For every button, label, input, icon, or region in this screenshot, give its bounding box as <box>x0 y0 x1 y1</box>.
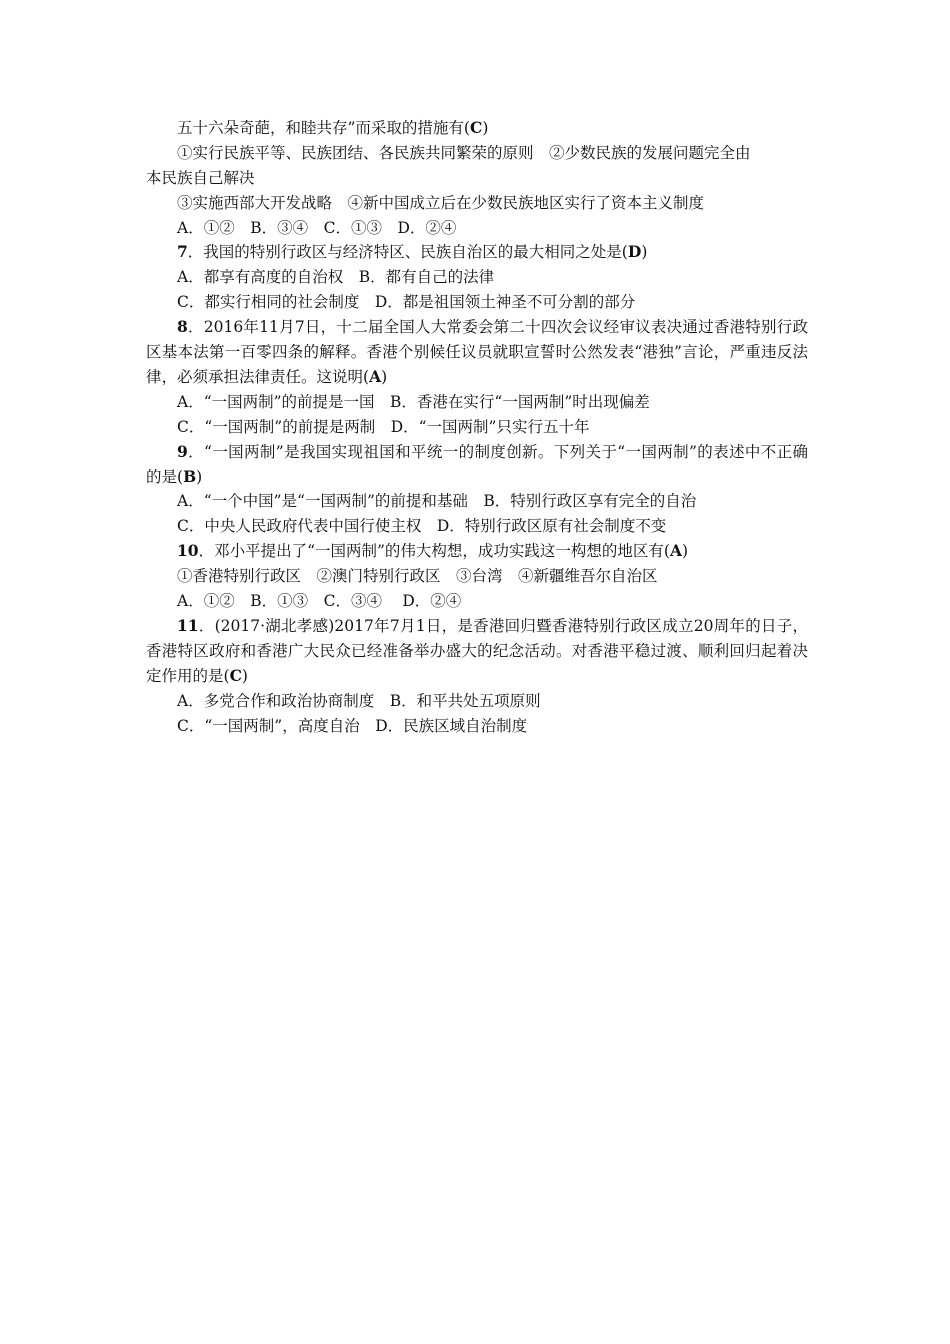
q7-choices-cd: C．都实行相同的社会制度 D．都是祖国领土神圣不可分割的部分 <box>177 293 636 312</box>
q7-close: ) <box>641 243 648 262</box>
q6-stem-text: 五十六朵奇葩，和睦共存”而采取的措施有( <box>177 119 470 137</box>
q10-stem-text: ．邓小平提出了“一国两制”的伟大构想，成功实践这一构想的地区有( <box>198 542 670 561</box>
q11-answer: C <box>229 665 242 685</box>
q9-close: ) <box>196 467 203 486</box>
q7-stem-text: ．我国的特别行政区与经济特区、民族自治区的最大相同之处是( <box>187 243 628 262</box>
q11-choices-ab: A．多党合作和政治协商制度 B．和平共处五项原则 <box>177 691 541 710</box>
q10-stem <box>146 539 808 564</box>
q6-option-line-3: ③实施西部大开发战略 ④新中国成立后在少数民族地区实行了资本主义制度 <box>177 193 705 212</box>
q10-close: ) <box>682 542 689 561</box>
q6-stem <box>146 116 808 141</box>
q10-choices: A．①② B．①③ C．③④ D．②④ <box>177 592 462 610</box>
q6-option-line-1: ①实行民族平等、民族团结、各民族共同繁荣的原则 ②少数民族的发展问题完全由 <box>177 143 751 162</box>
q9-answer: B <box>183 466 197 486</box>
q10-answer: A <box>669 541 683 561</box>
q6-close: ) <box>482 119 489 137</box>
q8-choices-cd: C．“一国两制”的前提是两制 D．“一国两制”只实行五十年 <box>177 417 590 436</box>
q9-stem-text: ．“一国两制”是我国实现祖国和平统一的制度创新。下列关于“一国两制”的表述中不正确的是( <box>146 442 808 486</box>
q9-choices-cd: C．中央人民政府代表中国行使主权 D．特别行政区原有社会制度不变 <box>177 517 667 536</box>
q11-choices-cd: C．“一国两制”，高度自治 D．民族区域自治制度 <box>177 716 528 735</box>
q7-number: 7 <box>177 242 188 262</box>
q11-number: 11 <box>177 615 199 635</box>
q8-choices-ab: A．“一国两制”的前提是一国 B．香港在实行“一国两制”时出现偏差 <box>177 392 650 411</box>
question-list <box>146 116 808 738</box>
q8-close: ) <box>381 367 388 386</box>
q8-number: 8 <box>177 317 188 337</box>
q6-answer: C <box>469 118 483 137</box>
q9-number: 9 <box>177 441 188 461</box>
q11-stem-text: ．(2017·湖北孝感)2017年7月1日，是香港回归暨香港特别行政区成立20周年的日子，香港特区政府和香港广大民众已经准备举办盛大的纪念活动。对香港平稳过渡、顺利回归起着决定作用的是( <box>146 616 808 685</box>
q8-answer: A <box>369 366 382 386</box>
q7-stem <box>146 240 808 265</box>
q11-stem <box>146 614 808 689</box>
q8-stem <box>146 315 808 390</box>
q11-close: ) <box>241 666 248 685</box>
q9-stem <box>146 440 808 490</box>
q6-option-line-2: 本民族自己解决 <box>146 168 255 187</box>
q10-number: 10 <box>177 541 199 561</box>
q7-choices-ab: A．都享有高度的自治权 B．都有自己的法律 <box>177 268 495 287</box>
q7-answer: D <box>627 242 642 262</box>
q8-stem-text: ．2016年11月7日，十二届全国人大常委会第二十四次会议经审议表决通过香港特别行政区基本法第一百零四条的解释。香港个别候任议员就职宣誓时公然发表“港独”言论，严重违反法律，必须承担法律责任。这说明( <box>146 318 808 386</box>
q9-choices-ab: A．“一个中国”是“一国两制”的前提和基础 B．特别行政区享有完全的自治 <box>177 492 697 511</box>
q10-items: ①香港特别行政区 ②澳门特别行政区 ③台湾 ④新疆维吾尔自治区 <box>177 567 658 586</box>
q6-choices: A．①② B．③④ C．①③ D．②④ <box>177 218 457 237</box>
